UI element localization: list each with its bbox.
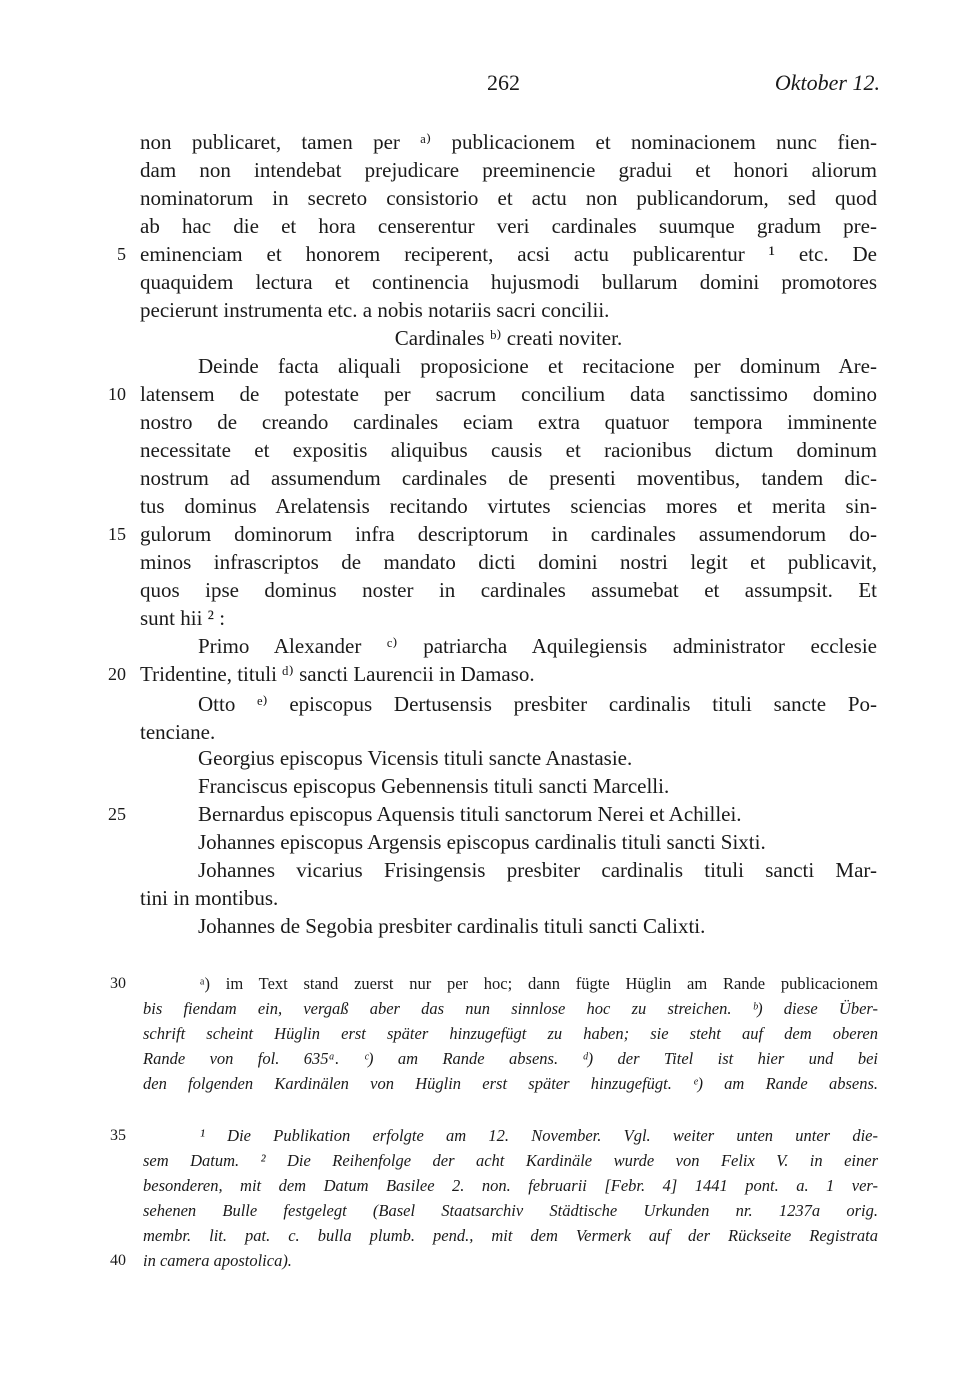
text-line: Primo Alexander ᶜ⁾ patriarcha Aquilegiensis administrator ecclesie bbox=[198, 634, 877, 658]
text-line: ab hac die et hora censerentur veri cardinales suumque gradum pre- bbox=[140, 214, 877, 238]
text-line: pecierunt instrumenta etc. a nobis notariis sacri concilii. bbox=[140, 298, 610, 322]
text-line: quaquidem lectura et continencia hujusmodi bullarum domini promotores bbox=[140, 270, 877, 294]
footnote-line: in camera apostolica). bbox=[143, 1251, 292, 1270]
text-line: latensem de potestate per sacrum concilium data sanctissimo domino bbox=[140, 382, 877, 406]
apparatus-line: den folgenden Kardinälen von Hüglin erst später hinzugefügt. ᵉ) am Rande absens. bbox=[143, 1074, 878, 1093]
apparatus-line: ᵃ) im Text stand zuerst nur per hoc; dann fügte Hüglin am Rande publicacionem bbox=[200, 974, 878, 993]
apparatus-line: schrift scheint Hüglin erst später hinzugefügt zu haben; sie steht auf dem oberen bbox=[143, 1024, 878, 1043]
text-line: Tridentine, tituli ᵈ⁾ sancti Laurencii in Damaso. bbox=[140, 662, 535, 686]
apparatus-line: bis fiendam ein, vergaß aber das nun sinnlose hoc zu streichen. ᵇ) diese Über- bbox=[143, 999, 878, 1018]
text-line: Johannes de Segobia presbiter cardinalis tituli sancti Calixti. bbox=[198, 914, 706, 938]
line-number: 5 bbox=[117, 244, 126, 264]
text-line: nominatorum in secreto consistorio et actu non publicandorum, sed quod bbox=[140, 186, 877, 210]
text-line: Georgius episcopus Vicensis tituli sancte Anastasie. bbox=[198, 746, 633, 770]
text-line: Johannes episcopus Argensis episcopus cardinalis tituli sancti Sixti. bbox=[198, 830, 766, 854]
text-line: Otto ᵉ⁾ episcopus Dertusensis presbiter cardinalis tituli sancte Po- bbox=[198, 692, 877, 716]
text-line: nostrum ad assumendum cardinales de presenti moventibus, tandem dic- bbox=[140, 466, 877, 490]
line-number: 35 bbox=[110, 1127, 126, 1144]
text-line: gulorum dominorum infra descriptorum in cardinales assumendorum do- bbox=[140, 522, 877, 546]
text-line: sunt hii ² : bbox=[140, 606, 226, 630]
line-number: 40 bbox=[110, 1252, 126, 1269]
text-line: eminenciam et honorem reciperent, acsi actu publicarentur ¹ etc. De bbox=[140, 242, 877, 266]
footnote-line: sehenen Bulle festgelegt (Basel Staatsarchiv Städtische Urkunden nr. 1237a orig. bbox=[143, 1201, 878, 1220]
line-number: 30 bbox=[110, 975, 126, 992]
text-line: tini in montibus. bbox=[140, 886, 279, 910]
text-line: Johannes vicarius Frisingensis presbiter cardinalis tituli sancti Mar- bbox=[198, 858, 877, 882]
text-line: minos infrascriptos de mandato dicti domini nostri legit et publicavit, bbox=[140, 550, 877, 574]
text-line: dam non intendebat prejudicare preeminencie gradui et honori aliorum bbox=[140, 158, 877, 182]
running-header bbox=[140, 70, 880, 104]
section-heading: Cardinales ᵇ⁾ creati noviter. bbox=[394, 326, 623, 350]
text-line: Bernardus episcopus Aquensis tituli sanctorum Nerei et Achillei. bbox=[198, 802, 742, 826]
text-line: Deinde facta aliquali proposicione et recitacione per dominum Are- bbox=[198, 354, 877, 378]
line-number: 25 bbox=[108, 804, 126, 824]
text-line: quos ipse dominus noster in cardinales assumebat et assumpsit. Et bbox=[140, 578, 877, 602]
line-number: 10 bbox=[108, 384, 126, 404]
text-line: nostro de creando cardinales eciam extra quatuor tempora imminente bbox=[140, 410, 877, 434]
text-line: tenciane. bbox=[140, 720, 216, 744]
footnote-line: besonderen, mit dem Datum Basilee 2. non. februarii [Febr. 4] 1441 pont. a. 1 ver- bbox=[143, 1176, 878, 1195]
apparatus-line: Rande von fol. 635ᵃ. ᶜ) am Rande absens. ᵈ) der Titel ist hier und bei bbox=[143, 1049, 878, 1068]
line-number: 15 bbox=[108, 524, 126, 544]
page-number: 262 bbox=[487, 70, 520, 95]
text-line: tus dominus Arelatensis recitando virtutes sciencias mores et merita sin- bbox=[140, 494, 877, 518]
running-title: Oktober 12. bbox=[774, 70, 880, 95]
text-line: necessitate et expositis aliquibus causis et racionibus dictum dominum bbox=[140, 438, 877, 462]
footnote-line: ¹ Die Publikation erfolgte am 12. November. Vgl. weiter unten unter die- bbox=[200, 1126, 878, 1145]
text-line: Franciscus episcopus Gebennensis tituli sancti Marcelli. bbox=[198, 774, 670, 798]
footnote-line: sem Datum. ² Die Reihenfolge der acht Kardinäle wurde von Felix V. in einer bbox=[143, 1151, 878, 1170]
text-line: non publicaret, tamen per ᵃ⁾ publicacionem et nominacionem nunc fien- bbox=[140, 130, 877, 154]
line-number: 20 bbox=[108, 664, 126, 684]
footnote-line: membr. lit. pat. c. bulla plumb. pend., mit dem Vermerk auf der Rückseite Registrata bbox=[143, 1226, 878, 1245]
